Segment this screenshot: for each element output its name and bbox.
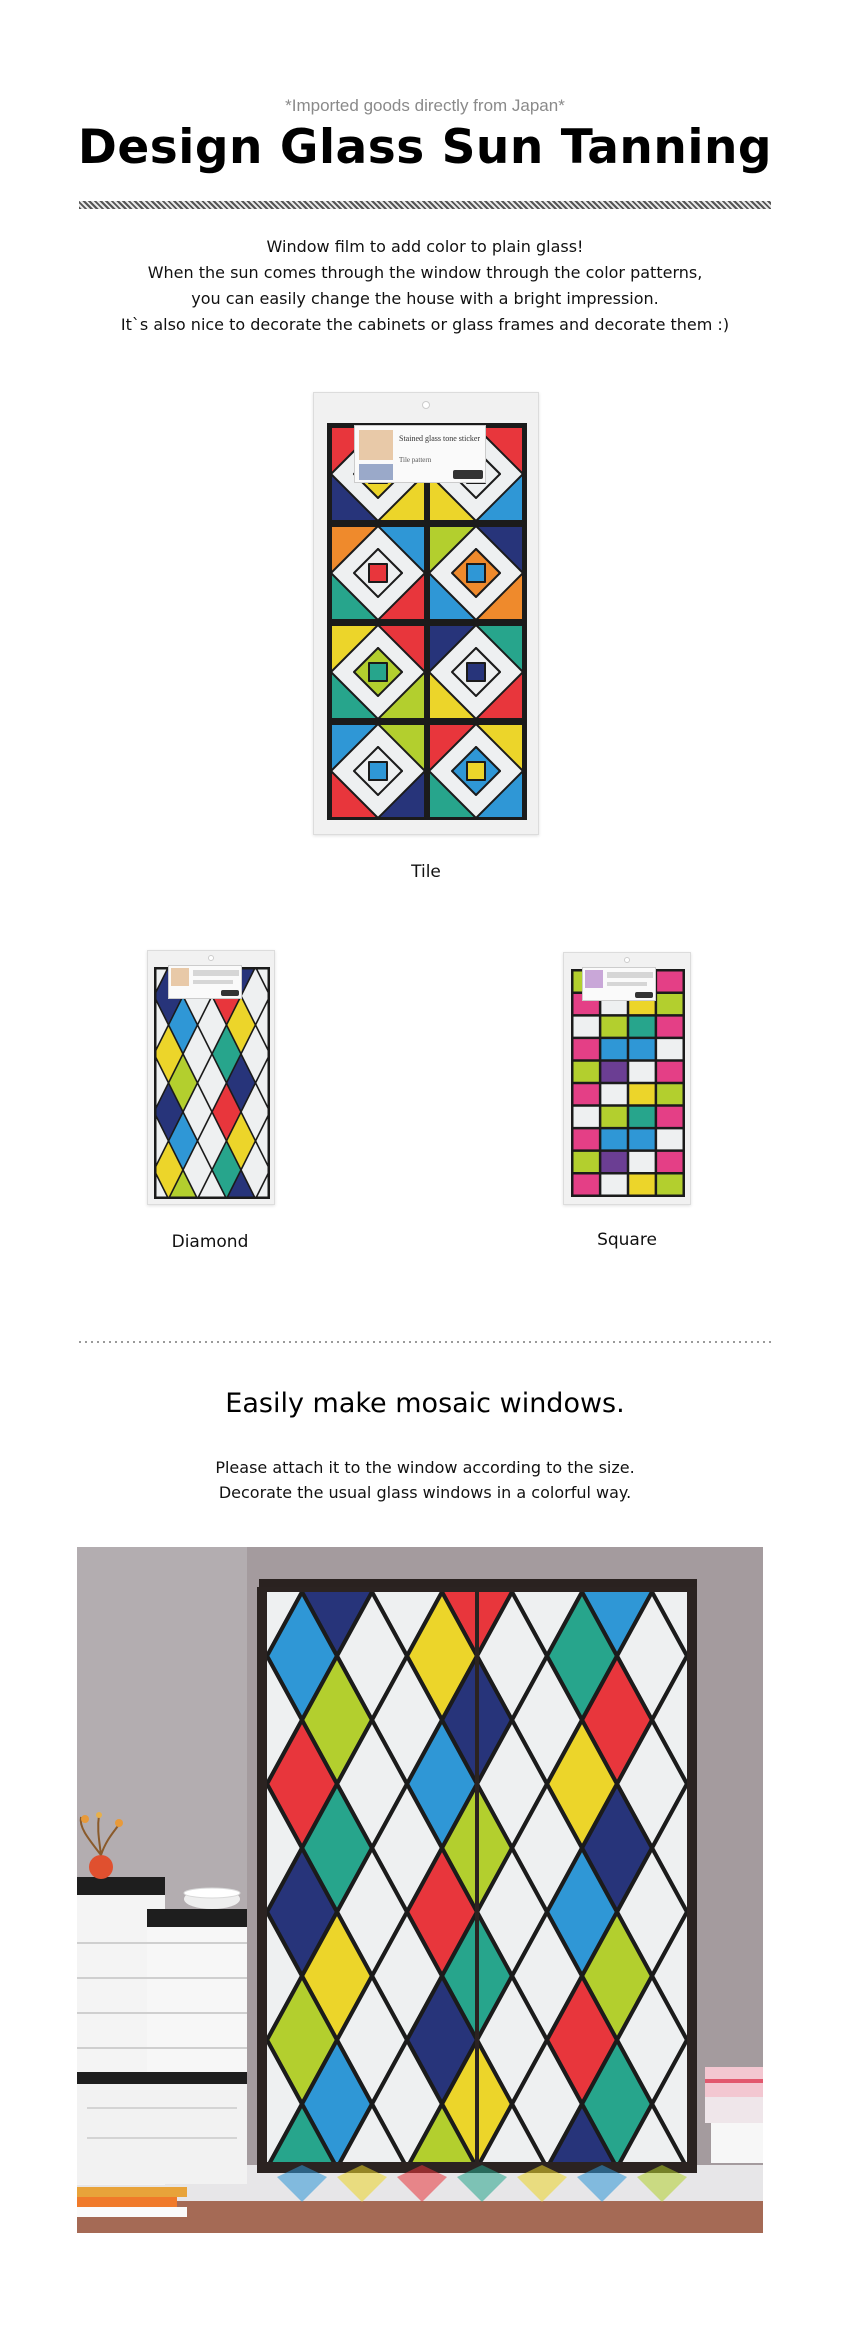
label-swatch: [171, 968, 189, 986]
hatched-divider: [79, 201, 771, 209]
label-text-line: [193, 970, 239, 976]
diamond-caption: Diamond: [171, 1232, 249, 1252]
square-piece: [601, 1062, 626, 1082]
label-swatch: [585, 970, 603, 988]
page-title: Design Glass Sun Tanning: [77, 120, 773, 175]
square-piece: [629, 1062, 654, 1082]
hang-hole: [422, 401, 430, 409]
package-label: [582, 967, 656, 1001]
square-piece: [657, 1084, 682, 1104]
square-piece: [574, 1017, 599, 1037]
square-piece: [657, 994, 682, 1014]
tile-center: [369, 564, 387, 582]
window-center-mullion: [475, 1592, 479, 2162]
tile-center: [467, 663, 485, 681]
square-piece: [629, 1107, 654, 1127]
square-piece: [629, 1084, 654, 1104]
label-text-line: [193, 980, 233, 984]
diamond-pattern-svg: [154, 967, 270, 1199]
section-line: Decorate the usual glass windows in a colorful way.: [218, 1483, 632, 1502]
package-label: [354, 425, 486, 483]
square-piece: [574, 1039, 599, 1059]
intro-line: When the sun comes through the window through the color patterns,: [147, 263, 703, 282]
square-piece: [629, 1174, 654, 1194]
square-piece: [601, 1129, 626, 1149]
tile-product-image: [313, 392, 539, 835]
tile-caption: Tile: [411, 862, 441, 882]
square-piece: [629, 1129, 654, 1149]
square-caption: Square: [597, 1230, 657, 1250]
square-piece: [657, 1062, 682, 1082]
square-piece: [657, 1107, 682, 1127]
section-description: [0, 1455, 850, 1505]
square-piece: [657, 1039, 682, 1059]
package-label: [168, 965, 242, 999]
tile-center: [369, 663, 387, 681]
label-subtitle: Tile pattern: [399, 456, 432, 464]
tagline: *Imported goods directly from Japan*: [285, 96, 565, 115]
square-piece: [657, 1129, 682, 1149]
square-piece: [601, 1107, 626, 1127]
intro-line: you can easily change the house with a bright impression.: [191, 289, 659, 308]
square-piece: [601, 1174, 626, 1194]
tile-center: [467, 762, 485, 780]
square-pattern-svg: [571, 969, 685, 1197]
label-swatch: [359, 464, 393, 480]
intro-description: [0, 234, 850, 338]
label-text-line: [607, 972, 653, 978]
square-product-image: [563, 952, 691, 1205]
label-badge: [221, 990, 239, 996]
section-heading: Easily make mosaic windows.: [225, 1388, 625, 1419]
square-piece: [629, 1017, 654, 1037]
hang-hole: [624, 957, 630, 963]
square-piece: [601, 1017, 626, 1037]
dotted-divider: [79, 1341, 771, 1343]
intro-line: It`s also nice to decorate the cabinets or glass frames and decorate them :): [120, 315, 730, 334]
square-piece: [601, 1039, 626, 1059]
square-piece: [601, 1152, 626, 1172]
square-piece: [574, 1062, 599, 1082]
diamond-product-image: [147, 950, 275, 1205]
square-piece: [657, 1152, 682, 1172]
square-piece: [574, 1174, 599, 1194]
label-badge: [635, 992, 653, 998]
square-piece: [629, 1152, 654, 1172]
label-title: Stained glass tone sticker: [399, 434, 481, 443]
square-piece: [657, 1017, 682, 1037]
square-piece: [601, 1084, 626, 1104]
square-piece: [574, 1152, 599, 1172]
tile-center: [369, 762, 387, 780]
label-text-line: [607, 982, 647, 986]
room-scene-image: [77, 1547, 763, 2233]
square-piece: [574, 1107, 599, 1127]
square-piece: [629, 1039, 654, 1059]
hang-hole: [208, 955, 214, 961]
square-piece: [574, 1129, 599, 1149]
intro-line: Window film to add color to plain glass!: [266, 237, 584, 256]
square-piece: [657, 1174, 682, 1194]
square-piece: [574, 1084, 599, 1104]
section-line: Please attach it to the window according to the size.: [215, 1458, 635, 1477]
square-piece: [657, 972, 682, 992]
label-badge: [453, 470, 483, 479]
room-scene-svg: [77, 1547, 763, 2233]
tile-center: [467, 564, 485, 582]
label-swatch: [359, 430, 393, 460]
